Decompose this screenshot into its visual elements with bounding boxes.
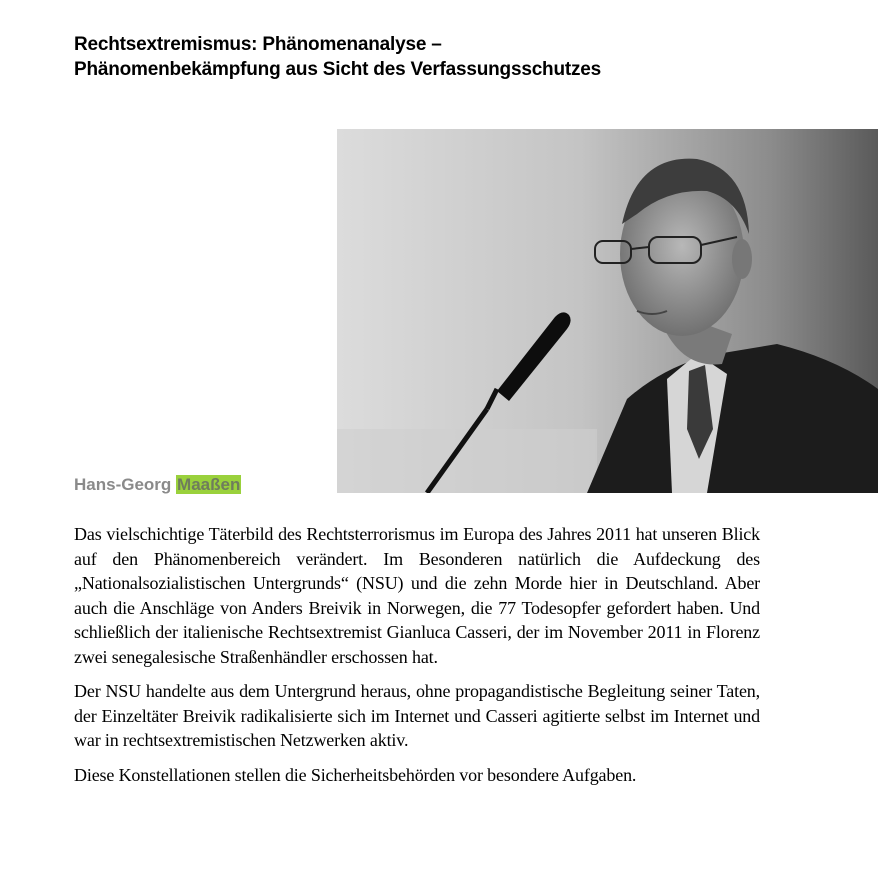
paragraph-1: Das vielschichtige Täterbild des Rechtsterrorismus im Europa des Jahres 2011 hat unseren Blick auf den Phänomenbereich verändert. Im Besonderen natürlich die Aufdeckung des „Nationalsozialistischen Untergrunds“ (NSU) und die zehn Morde hier in Deutschland. Aber auch die Anschläge von Anders Breivik in Norwegen, die 77 Todesopfer gefordert haben. Und schließlich der italienische Rechtsextremist Gianluca Casseri, der im November 2011 in Florenz zwei senegalesische Straßenhändler erschossen hat.: [74, 524, 760, 667]
article-body: [74, 522, 760, 797]
author-name: [74, 474, 241, 496]
author-last-name-highlight: Maaßen: [177, 475, 241, 494]
article-title: [74, 32, 834, 82]
title-line-2: Phänomenbekämpfung aus Sicht des Verfassungsschutzes: [74, 59, 602, 80]
portrait-photo: [337, 129, 878, 493]
paragraph-2: Der NSU handelte aus dem Untergrund heraus, ohne propagandistische Begleitung seiner Taten, der Einzeltäter Breivik radikalisierte sich im Internet und Casseri agitierte selbst im Internet und war in rechtsextremistischen Netzwerken aktiv.: [74, 681, 760, 750]
author-first-name: Hans-Georg: [74, 475, 172, 494]
title-line-1: Rechtsextremismus: Phänomenanalyse –: [74, 34, 442, 55]
paragraph-3: Diese Konstellationen stellen die Sicherheitsbehörden vor besondere Aufgaben.: [74, 764, 637, 785]
portrait-illustration: [337, 129, 878, 493]
